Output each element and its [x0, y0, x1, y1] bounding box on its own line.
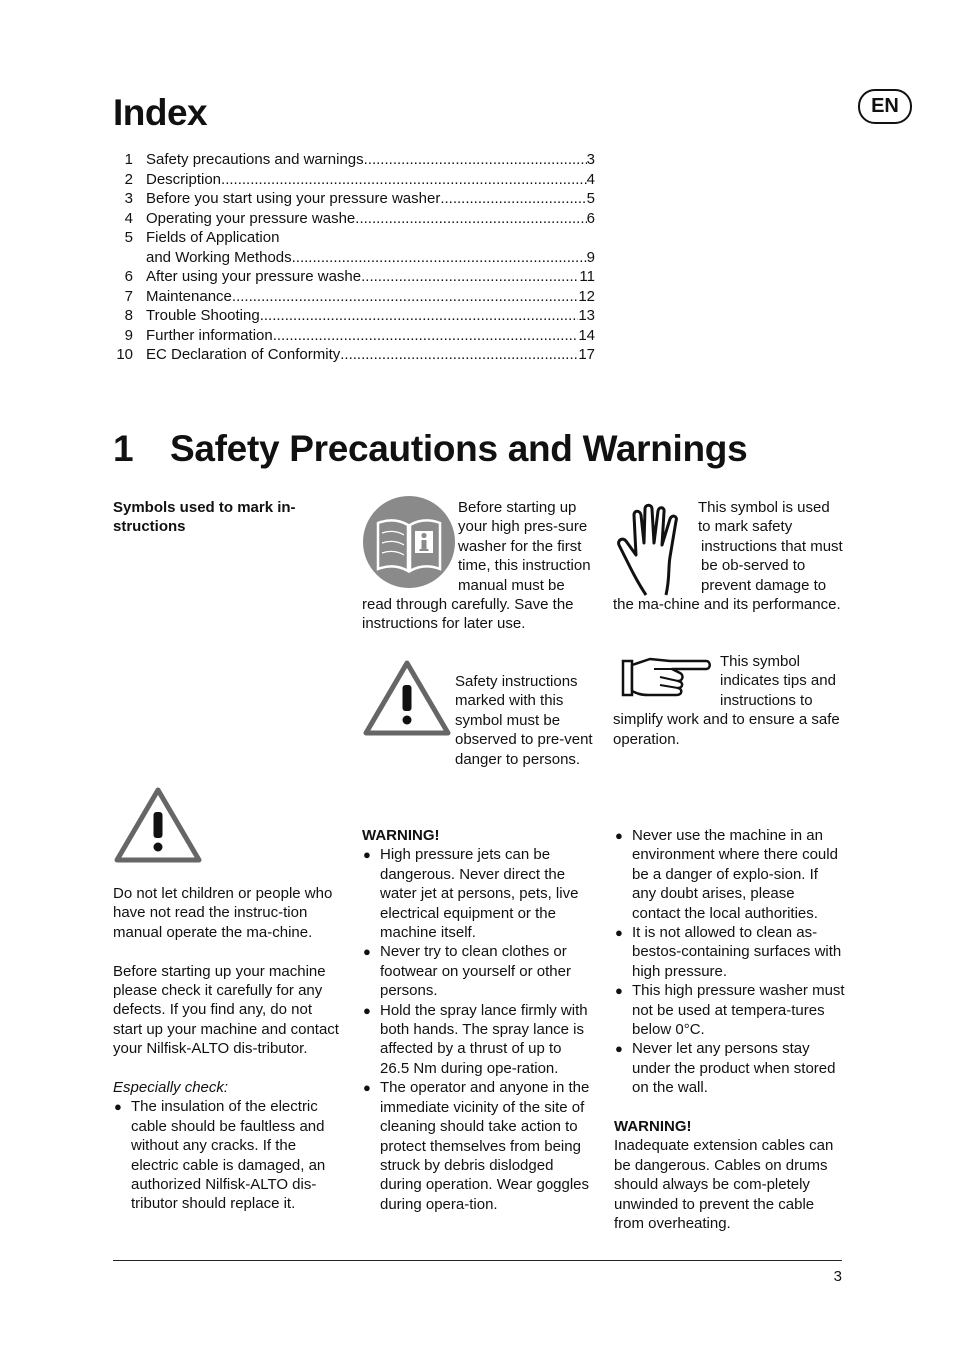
toc-text: EC Declaration of Conformity [146, 346, 341, 363]
toc-page: 6 [586, 209, 595, 227]
warning-triangle-icon [113, 785, 203, 865]
toc-leader [340, 345, 578, 365]
info-symbol-text: Before starting up your high pres-sure washer for the first time, this instruction manual must be read through carefully. Save the instructions for later use. [362, 499, 591, 633]
toc-number: 8 [124, 307, 133, 324]
list-item: ● Never use the machine in an environment where there could be a danger of explo-sion. If any doubt arises, please contact the local authorities. [614, 826, 846, 923]
toc-text: Trouble Shooting [146, 307, 260, 324]
list-item: ● Hold the spray lance firmly with both hands. The spray lance is affected by a thrust of up to 26.5 Nm during ope-ration. [362, 1001, 594, 1079]
toc-entry[interactable] [113, 248, 595, 268]
warning-list [614, 826, 846, 1098]
section-heading [113, 428, 747, 470]
list-item: ● High pressure jets can be dangerous. Never direct the water jet at persons, pets, live electrical equipment or the machine itself. [362, 845, 594, 942]
list-item: ● The operator and anyone in the immediate vicinity of the site of cleaning should take action to protect themselves from being struck by debris dislodged during operation. Wear goggles during opera-tion. [362, 1078, 594, 1214]
list-item: ● This high pressure washer must not be used at tempera-tures below 0°C. [614, 981, 846, 1039]
check-machine-paragraph: Before starting up your machine please check it carefully for any defects. If you find any, do not start up your machine and contact your Nilfisk-ALTO dis-tributor. [113, 962, 339, 1058]
column-3 [614, 826, 846, 1234]
tip-symbol-text: This symbol indicates tips and instructions to simplify work and to ensure a safe operation. [613, 653, 840, 748]
toc-page: 14 [578, 326, 595, 344]
toc-leader [232, 287, 578, 307]
toc-number: 1 [124, 151, 133, 168]
especially-check-heading: Especially check: [113, 1079, 229, 1097]
toc-leader [361, 267, 579, 287]
toc-number: 7 [124, 287, 133, 305]
check-list [113, 1097, 345, 1213]
column-2 [362, 826, 594, 1214]
column-1 [113, 884, 345, 1214]
symbols-label: Symbols used to mark in-structions [113, 499, 296, 536]
toc-leader [273, 326, 579, 346]
toc-number: 3 [124, 190, 133, 207]
list-item: ● Never try to clean clothes or footwear on yourself or other persons. [362, 942, 594, 1000]
toc-number: 5 [124, 229, 133, 246]
toc-leader [260, 306, 579, 326]
hand-text-lines: This symbol is used to mark safety instructions that must be ob-served to prevent damage to the ma-chine and its performance. [613, 499, 843, 614]
toc-number: 9 [124, 326, 133, 344]
toc-number: 10 [116, 346, 133, 363]
toc-page: 17 [578, 346, 595, 363]
list-item: ● It is not allowed to clean as-bestos-containing surfaces with high pressure. [614, 923, 846, 981]
toc-entry[interactable] [113, 326, 595, 346]
toc-page: 11 [579, 268, 595, 285]
children-warning-paragraph: Do not let children or people who have not read the instruc-tion manual operate the ma-chine. [113, 885, 333, 941]
toc-text: Before you start using your pressure washer [146, 190, 441, 207]
toc-text: Fields of Application [146, 229, 280, 246]
toc-leader [355, 209, 586, 229]
toc-entry[interactable] [113, 209, 595, 229]
toc-page: 13 [578, 307, 595, 324]
warning-list [362, 845, 594, 1214]
toc-number: 2 [124, 170, 133, 188]
toc-number: 4 [124, 209, 133, 227]
toc-leader [221, 170, 587, 190]
toc-entry[interactable] [113, 170, 595, 190]
toc-entry[interactable] [113, 267, 595, 287]
toc-leader [364, 150, 587, 170]
footer-divider [113, 1260, 842, 1261]
toc-text: and Working Methods [146, 248, 292, 266]
toc-page: 12 [578, 287, 595, 305]
page-number: 3 [833, 1268, 842, 1285]
language-badge: EN [858, 89, 912, 124]
toc-page: 4 [586, 170, 595, 188]
toc-page: 9 [586, 248, 595, 266]
table-of-contents [113, 150, 595, 365]
warning-symbol-text: Safety instructions marked with this symbol must be observed to pre-vent danger to persons. [455, 673, 593, 768]
toc-page: 5 [586, 190, 595, 207]
toc-entry[interactable] [113, 228, 595, 248]
toc-text: Safety precautions and warnings [146, 151, 364, 168]
list-item: ● The insulation of the electric cable should be faultless and without any cracks. If the electric cable is damaged, an authorized Nilfisk-ALTO dis-tributor should replace it. [113, 1097, 345, 1213]
toc-page: 3 [586, 151, 595, 168]
toc-leader [292, 248, 587, 268]
toc-number: 6 [124, 268, 133, 285]
toc-entry[interactable] [113, 189, 595, 209]
toc-entry[interactable] [113, 345, 595, 365]
toc-text: Further information [146, 326, 273, 344]
toc-text: Description [146, 170, 222, 188]
toc-text: Operating your pressure washe [146, 209, 356, 227]
toc-entry[interactable] [113, 287, 595, 307]
section-title: Safety Precautions and Warnings [170, 428, 748, 469]
toc-entry[interactable] [113, 150, 595, 170]
warning-heading: WARNING! [614, 1118, 692, 1136]
extension-cable-warning: Inadequate extension cables can be dangerous. Cables on drums should always be com-pletely unwinded to prevent the cable from overheating. [614, 1137, 834, 1233]
toc-leader [440, 189, 586, 209]
toc-text: Maintenance [146, 287, 232, 305]
index-title: Index [113, 92, 208, 133]
safety-hand-text [613, 498, 845, 614]
section-number: 1 [113, 428, 134, 469]
toc-entry[interactable] [113, 306, 595, 326]
toc-text: After using your pressure washe [146, 268, 362, 285]
list-item: ● Never let any persons stay under the product when stored on the wall. [614, 1039, 846, 1097]
warning-heading: WARNING! [362, 827, 440, 844]
